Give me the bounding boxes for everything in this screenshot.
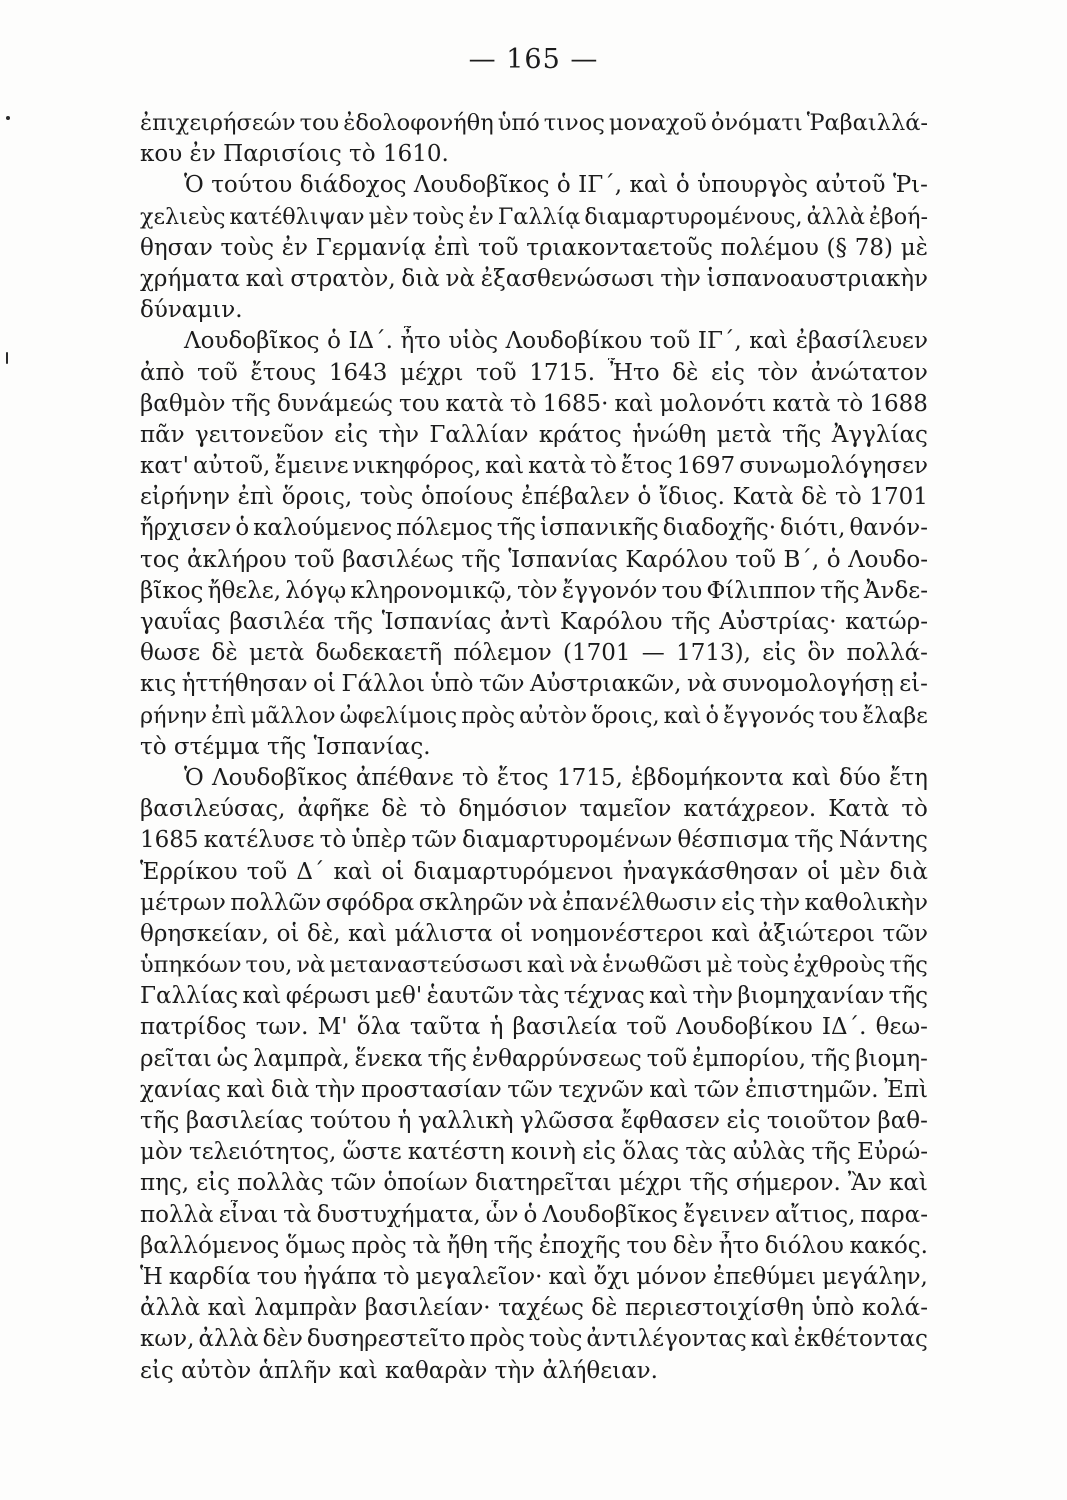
text-line: Ἑρρίκου τοῦ Δ΄ καὶ οἱ διαμαρτυρόμενοι ἠναγκάσθησαν οἱ μὲν διὰ bbox=[140, 858, 928, 885]
text-line: βαθμὸν τῆς δυνάμεώς του κατὰ τὸ 1685· καὶ μολονότι κατὰ τὸ 1688 bbox=[140, 390, 928, 417]
text-line: εἰρήνην ἐπὶ ὅροις, τοὺς ὁποίους ἐπέβαλεν ὁ ἴδιος. Κατὰ δὲ τὸ 1701 bbox=[140, 484, 928, 511]
body-text bbox=[140, 108, 928, 1387]
page-number: — 165 — bbox=[468, 44, 599, 75]
text-line: Ὁ Λουδοβῖκος ἀπέθανε τὸ ἔτος 1715, ἑβδομήκοντα καὶ δύο ἔτη bbox=[184, 764, 928, 791]
text-line: χανίας καὶ διὰ τὴν προστασίαν τῶν τεχνῶν καὶ τῶν ἐπιστημῶν. Ἐπὶ bbox=[140, 1076, 928, 1103]
text-line: ἀπὸ τοῦ ἔτους 1643 μέχρι τοῦ 1715. Ἦτο δὲ εἰς τὸν ἀνώτατον bbox=[140, 359, 928, 386]
text-line: τος ἀκλήρου τοῦ βασιλέως τῆς Ἱσπανίας Καρόλου τοῦ Β΄, ὁ Λουδο- bbox=[140, 546, 928, 573]
text-line: βαλλόμενος ὅμως πρὸς τὰ ἤθη τῆς ἐποχῆς του δὲν ἦτο διόλου κακός. bbox=[140, 1232, 928, 1259]
text-line: κατ' αὐτοῦ, ἔμεινε νικηφόρος, καὶ κατὰ τὸ ἔτος 1697 συνωμολόγησεν bbox=[140, 453, 928, 480]
text-line: χελιεὺς κατέθλιψαν μὲν τοὺς ἐν Γαλλίᾳ διαμαρτυρομένους, ἀλλὰ ἐβοή- bbox=[140, 203, 928, 230]
text-line: κου ἐν Παρισίοις τὸ 1610. bbox=[140, 141, 449, 168]
text-line: κων, ἀλλὰ δὲν δυσηρεστεῖτο πρὸς τοὺς ἀντιλέγοντας καὶ ἐκθέτοντας bbox=[140, 1326, 928, 1353]
text-line: κις ἡττήθησαν οἱ Γάλλοι ὑπὸ τῶν Αὐστριακῶν, νὰ συνομολογήσῃ εἰ- bbox=[140, 671, 928, 698]
text-line: βῖκος ἤθελε, λόγῳ κληρονομικῷ, τὸν ἔγγονόν του Φίλιππον τῆς Ἀνδε- bbox=[140, 577, 928, 604]
margin-mark bbox=[6, 352, 8, 364]
text-line: ἐπιχειρήσεών του ἐδολοφονήθη ὑπό τινος μοναχοῦ ὀνόματι Ῥαβαιλλά- bbox=[140, 110, 928, 136]
text-line: εἰς αὐτὸν ἁπλῆν καὶ καθαρὰν τὴν ἀλήθειαν. bbox=[140, 1357, 658, 1384]
text-line: 1685 κατέλυσε τὸ ὑπὲρ τῶν διαμαρτυρομένων θέσπισμα τῆς Νάντης bbox=[140, 827, 928, 854]
text-line: τῆς βασιλείας τούτου ἡ γαλλικὴ γλῶσσα ἔφθασεν εἰς τοιοῦτον βαθ- bbox=[140, 1108, 928, 1134]
text-line: πατρίδος των. Μ' ὅλα ταῦτα ἡ βασιλεία τοῦ Λουδοβίκου ΙΔ΄. θεω- bbox=[140, 1014, 928, 1041]
text-line: τὸ στέμμα τῆς Ἱσπανίας. bbox=[140, 733, 431, 760]
text-line: ἀλλὰ καὶ λαμπρὰν βασιλείαν· ταχέως δὲ περιεστοιχίσθη ὑπὸ κολά- bbox=[140, 1295, 928, 1322]
text-line: πης, εἰς πολλὰς τῶν ὁποίων διατηρεῖται μέχρι τῆς σήμερον. Ἂν καὶ bbox=[140, 1170, 928, 1197]
text-line: Ὁ τούτου διάδοχος Λουδοβῖκος ὁ ΙΓ΄, καὶ ὁ ὑπουργὸς αὐτοῦ Ῥι- bbox=[184, 172, 928, 199]
text-line: Λουδοβῖκος ὁ ΙΔ΄. ἦτο υἱὸς Λουδοβίκου τοῦ ΙΓ΄, καὶ ἐβασίλευεν bbox=[184, 328, 928, 355]
text-line: Ἡ καρδία του ἠγάπα τὸ μεγαλεῖον· καὶ ὄχι μόνον ἐπεθύμει μεγάλην, bbox=[140, 1263, 928, 1290]
text-line: πᾶν γειτονεῦον εἰς τὴν Γαλλίαν κράτος ἡνώθη μετὰ τῆς Ἀγγλίας bbox=[140, 421, 928, 448]
text-line: ρεῖται ὡς λαμπρὰ, ἕνεκα τῆς ἐνθαρρύνσεως τοῦ ἐμπορίου, τῆς βιομη- bbox=[140, 1045, 928, 1072]
text-line: χρήματα καὶ στρατὸν, διὰ νὰ ἐξασθενώσωσι τὴν ἱσπανοαυστριακὴν bbox=[140, 265, 928, 292]
text-line: ἤρχισεν ὁ καλούμενος πόλεμος τῆς ἱσπανικῆς διαδοχῆς· διότι, θανόν- bbox=[140, 515, 928, 542]
text-line: βασιλεύσας, ἀφῆκε δὲ τὸ δημόσιον ταμεῖον κατάχρεον. Κατὰ τὸ bbox=[140, 796, 928, 823]
text-line: πολλὰ εἶναι τὰ δυστυχήματα, ὧν ὁ Λουδοβῖκος ἔγεινεν αἴτιος, παρα- bbox=[140, 1201, 928, 1228]
text-line: μὸν τελειότητος, ὥστε κατέστη κοινὴ εἰς ὅλας τὰς αὐλὰς τῆς Εὐρώ- bbox=[140, 1139, 928, 1166]
text-line: θωσε δὲ μετὰ δωδεκαετῆ πόλεμον (1701 — 1713), εἰς ὃν πολλά- bbox=[140, 640, 928, 667]
text-line: Γαλλίας καὶ φέρωσι μεθ' ἑαυτῶν τὰς τέχνας καὶ τὴν βιομηχανίαν τῆς bbox=[140, 983, 928, 1010]
text-line: θρησκείαν, οἱ δὲ, καὶ μάλιστα οἱ νοημονέστεροι καὶ ἀξιώτεροι τῶν bbox=[140, 920, 928, 947]
text-line: θησαν τοὺς ἐν Γερμανίᾳ ἐπὶ τοῦ τριακονταετοῦς πολέμου (§ 78) μὲ bbox=[140, 234, 928, 261]
text-line: ὑπηκόων του, νὰ μεταναστεύσωσι καὶ νὰ ἑνωθῶσι μὲ τοὺς ἐχθροὺς τῆς bbox=[140, 952, 928, 979]
text-line: γαυΐας βασιλέα τῆς Ἱσπανίας ἀντὶ Καρόλου τῆς Αὐστρίας· κατώρ- bbox=[140, 609, 928, 635]
margin-mark bbox=[6, 116, 10, 120]
text-line: μέτρων πολλῶν σφόδρα σκληρῶν νὰ ἐπανέλθωσιν εἰς τὴν καθολικὴν bbox=[140, 889, 928, 916]
text-line: ρήνην ἐπὶ μᾶλλον ὠφελίμοις πρὸς αὐτὸν ὅροις, καὶ ὁ ἔγγονός του ἔλαβε bbox=[140, 702, 928, 729]
text-line: δύναμιν. bbox=[140, 297, 243, 324]
